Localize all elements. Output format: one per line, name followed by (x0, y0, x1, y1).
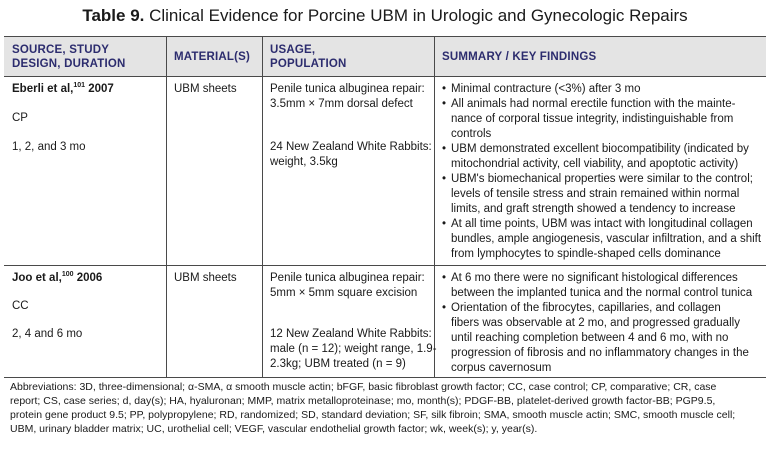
population-line: 24 New Zealand White Rabbits: (270, 141, 432, 153)
usage-line: Penile tunica albuginea repair: (270, 272, 425, 284)
usage (270, 82, 425, 112)
usage-line: Penile tunica albuginea repair: (270, 83, 425, 95)
finding-line: until reaching completion between 4 and 6 mo, with no (451, 332, 729, 344)
finding-line: Orientation of the fibrocytes, capillaries, and collagen (451, 302, 721, 314)
material: UBM sheets (174, 272, 237, 284)
finding-line: progression of fibrosis and no inflammatory changes in the (451, 347, 749, 359)
finding-item (442, 271, 752, 301)
study-citation (12, 82, 114, 97)
usage-line: 5mm × 5mm square excision (270, 287, 418, 299)
header-source-line1: SOURCE, STUDY (12, 44, 110, 56)
bullet-icon: • (442, 302, 447, 314)
finding-line: At all time points, UBM was intact with longitudinal collagen (451, 218, 753, 230)
table-title-label: Table 9. (82, 6, 145, 25)
header-usage (270, 43, 347, 71)
finding-line: nance of corporal tissue integrity, indistinguishable from (451, 113, 734, 125)
usage (270, 271, 425, 301)
population-line: male (n = 12); weight range, 1.9- (270, 343, 437, 355)
bullet-icon: • (442, 218, 447, 230)
study-year: 2007 (85, 83, 114, 95)
bullet-icon: • (442, 143, 447, 155)
study-ref: 101 (73, 82, 86, 89)
finding-line: fibers was observable at 2 mo, and progressed gradually (451, 317, 740, 329)
finding-item (442, 142, 749, 172)
finding-item (442, 172, 753, 217)
header-divider-1 (166, 37, 167, 76)
finding-item (442, 301, 749, 376)
finding-line: Minimal contracture (<3%) after 3 mo (451, 83, 641, 95)
population-line: 12 New Zealand White Rabbits: (270, 328, 432, 340)
finding-item (442, 82, 641, 97)
population-line: weight, 3.5kg (270, 156, 338, 168)
finding-line: All animals had normal erectile function with the mainte- (451, 98, 736, 110)
population-line: 2.3kg; UBM treated (n = 9) (270, 358, 406, 370)
header-source-line2: DESIGN, DURATION (12, 58, 126, 70)
finding-line: from lymphocytes to spindle-shaped cells dominance (451, 248, 721, 260)
finding-line: controls (451, 128, 492, 140)
study-name: Eberli et al, (12, 83, 74, 95)
bullet-icon: • (442, 173, 447, 185)
finding-line: corpus cavernosum (451, 362, 552, 374)
abbreviations-footnote (10, 380, 760, 436)
study-design: CC (12, 300, 29, 312)
row-divider (262, 266, 263, 377)
study-ref: 100 (61, 271, 74, 278)
material: UBM sheets (174, 83, 237, 95)
bullet-icon: • (442, 272, 447, 284)
abbreviations-line: protein gene product 9.5; PP, polypropylene; RD, randomized; SD, standard deviation; SF, silk fibroin; SMA, smooth muscle actin; SMC, smooth muscle cell; (10, 409, 736, 421)
header-materials: MATERIAL(S) (174, 51, 251, 63)
bullet-icon: • (442, 83, 447, 95)
abbreviations-line: Abbreviations: 3D, three-dimensional; α-SMA, α smooth muscle actin; bFGF, basic fibroblast growth factor; CC, case control; CP, comparative; CR, case (10, 381, 717, 393)
population (270, 140, 432, 170)
abbreviations-line: UBM, urinary bladder matrix; UC, urothelial cell; VEGF, vascular endothelial growth factor; wk, week(s); y, year(s). (10, 423, 538, 435)
header-usage-line1: USAGE, (270, 44, 316, 56)
header-divider-3 (434, 37, 435, 76)
table-row (4, 266, 766, 378)
usage-line: 3.5mm × 7mm dorsal defect (270, 98, 413, 110)
study-name: Joo et al, (12, 272, 62, 284)
finding-line: mitochondrial activity, cell viability, and apoptotic activity) (451, 158, 739, 170)
study-design: CP (12, 112, 28, 124)
population (270, 327, 437, 372)
study-duration: 2, 4 and 6 mo (12, 328, 83, 340)
header-divider-2 (262, 37, 263, 76)
header-usage-line2: POPULATION (270, 58, 347, 70)
abbreviations-line: report; CS, case series; d, day(s); HA, hyaluronan; MMP, matrix metalloproteinase; mo, month(s); PDGF-BB, platelet-derived growth factor-BB; PGP9.5, (10, 395, 716, 407)
finding-item (442, 97, 735, 142)
table-row (4, 77, 766, 266)
header-findings: SUMMARY / KEY FINDINGS (442, 51, 597, 63)
study-citation (12, 271, 102, 286)
header-source (12, 43, 126, 71)
finding-line: levels of tensile stress and strain remained within normal (451, 188, 740, 200)
finding-line: limits, and graft strength showed a tendency to increase (451, 203, 736, 215)
finding-line: At 6 mo there were no significant histological differences (451, 272, 738, 284)
row-divider (434, 77, 435, 265)
row-divider (166, 266, 167, 377)
finding-line: UBM demonstrated excellent biocompatibility (indicated by (451, 143, 749, 155)
study-duration: 1, 2, and 3 mo (12, 141, 86, 153)
evidence-table (4, 36, 766, 378)
finding-line: between the implanted tunica and the normal control tunica (451, 287, 753, 299)
bullet-icon: • (442, 98, 447, 110)
table-header (4, 37, 766, 77)
finding-line: UBM's biomechanical properties were similar to the control; (451, 173, 753, 185)
table-title (0, 6, 770, 26)
row-divider (262, 77, 263, 265)
row-divider (166, 77, 167, 265)
study-year: 2006 (73, 272, 103, 284)
table-title-text: Clinical Evidence for Porcine UBM in Urologic and Gynecologic Repairs (144, 6, 688, 25)
finding-item (442, 217, 761, 262)
finding-line: bundles, ample angiogenesis, vascular infiltration, and a shift (451, 233, 762, 245)
